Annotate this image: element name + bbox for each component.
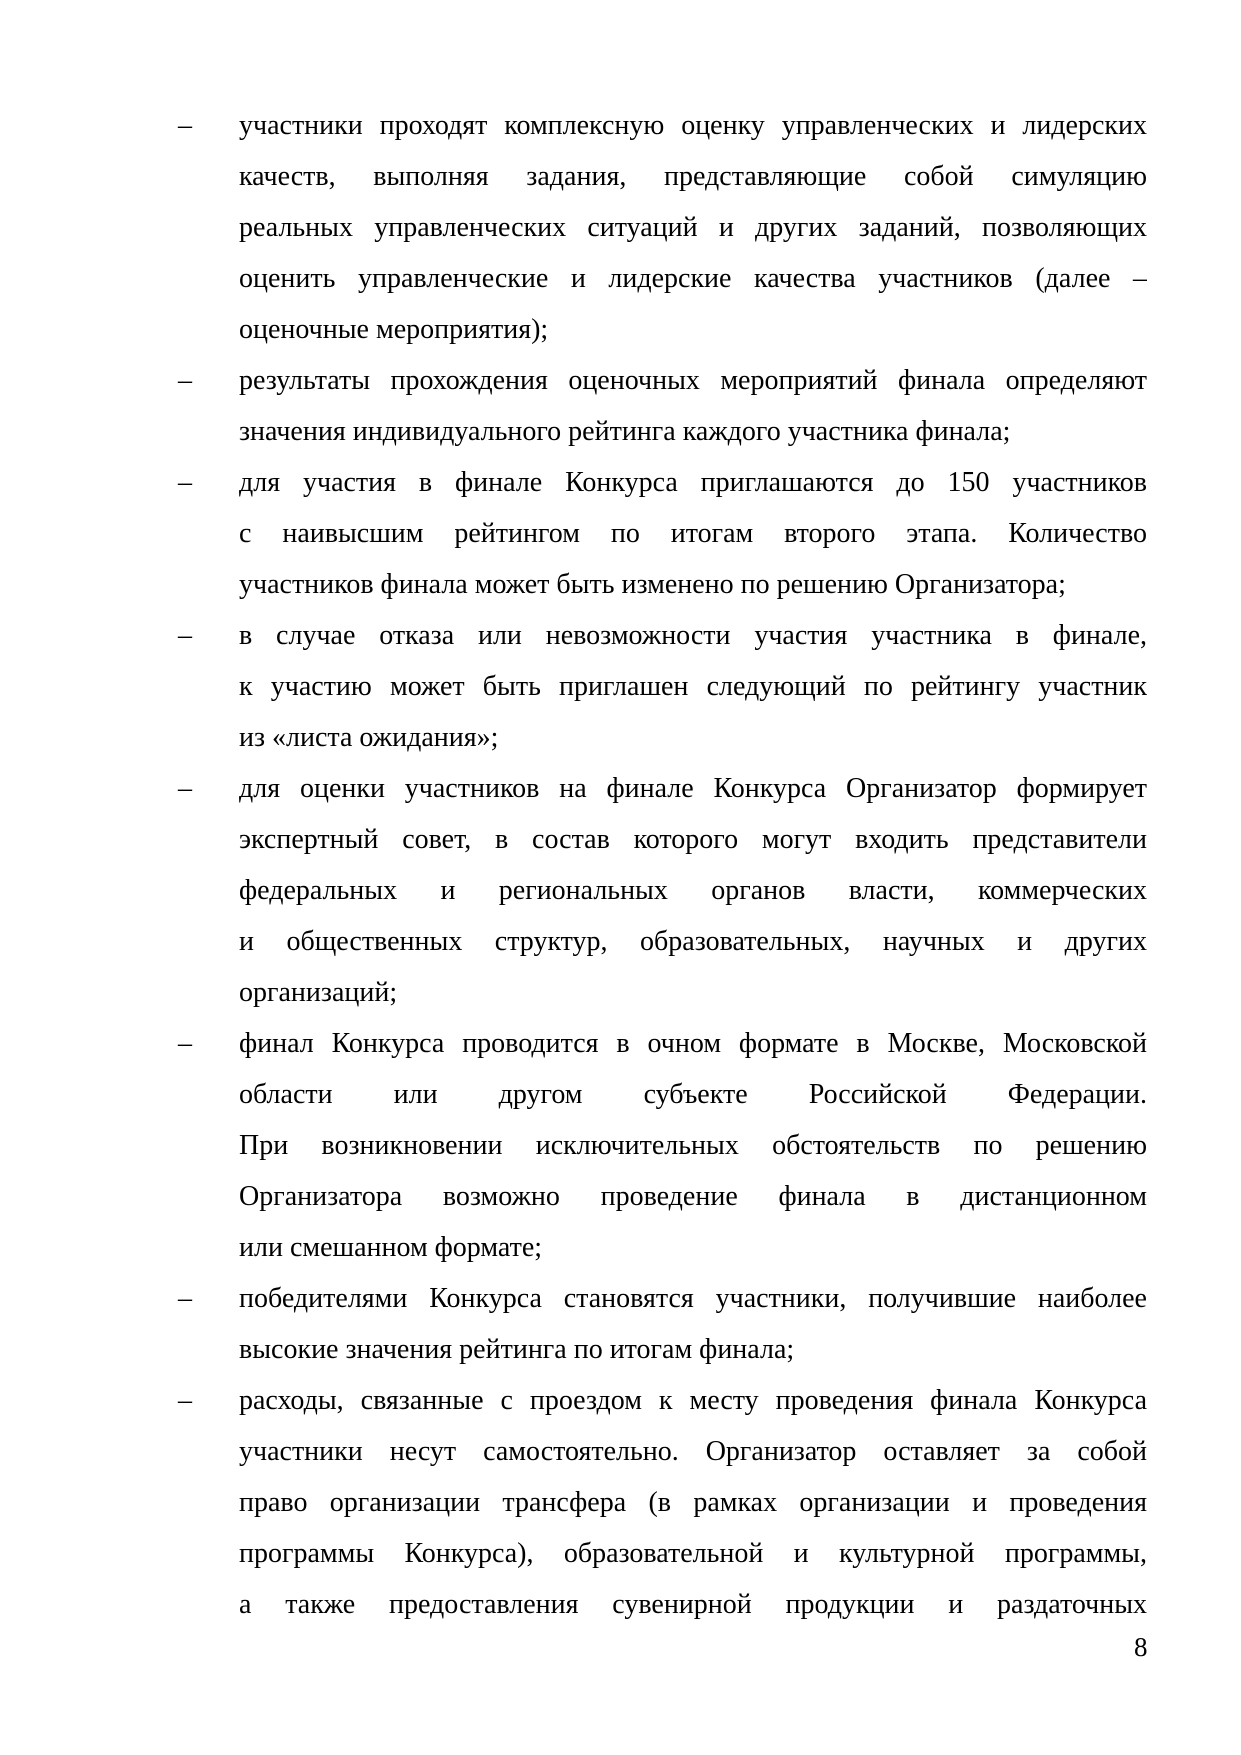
list-item <box>178 355 1147 457</box>
text-line: и общественных структур, образовательных, научных и других <box>239 926 1147 957</box>
text-line: оценочные мероприятия); <box>239 314 549 345</box>
text-line: для участия в финале Конкурса приглашаются до 150 участников <box>239 467 1147 498</box>
page-body-text <box>178 100 1147 1630</box>
list-marker-dash: – <box>178 110 192 141</box>
text-line: с наивысшим рейтингом по итогам второго этапа. Количество <box>239 518 1147 549</box>
text-line: в случае отказа или невозможности участия участника в финале, <box>239 620 1147 651</box>
text-line: участники несут самостоятельно. Организатор оставляет за собой <box>239 1436 1147 1467</box>
list-item <box>178 457 1147 610</box>
text-line: высокие значения рейтинга по итогам финала; <box>239 1334 795 1365</box>
list-item <box>178 1018 1147 1273</box>
list-marker-dash: – <box>178 365 192 396</box>
text-line: При возникновении исключительных обстоятельств по решению <box>239 1130 1147 1161</box>
text-line: значения индивидуального рейтинга каждого участника финала; <box>239 416 1011 447</box>
text-line: участников финала может быть изменено по решению Организатора; <box>239 569 1066 600</box>
text-line: к участию может быть приглашен следующий по рейтингу участник <box>239 671 1147 702</box>
list-marker-dash: – <box>178 620 192 651</box>
text-line: оценить управленческие и лидерские качества участников (далее – <box>239 263 1147 294</box>
text-line: реальных управленческих ситуаций и других заданий, позволяющих <box>239 212 1147 243</box>
text-line: Организатора возможно проведение финала в дистанционном <box>239 1181 1147 1212</box>
text-line: право организации трансфера (в рамках организации и проведения <box>239 1487 1147 1518</box>
text-line: для оценки участников на финале Конкурса Организатор формирует <box>239 773 1147 804</box>
text-line: расходы, связанные с проездом к месту проведения финала Конкурса <box>239 1385 1147 1416</box>
page-number: 8 <box>1134 1632 1148 1662</box>
text-line: или смешанном формате; <box>239 1232 543 1263</box>
text-line: организаций; <box>239 977 398 1008</box>
text-line: финал Конкурса проводится в очном формате в Москве, Московской <box>239 1028 1147 1059</box>
text-line: а также предоставления сувенирной продукции и раздаточных <box>239 1589 1147 1620</box>
text-line: программы Конкурса), образовательной и культурной программы, <box>239 1538 1147 1569</box>
text-line: экспертный совет, в состав которого могут входить представители <box>239 824 1147 855</box>
list-item <box>178 100 1147 355</box>
text-line: качеств, выполняя задания, представляющие собой симуляцию <box>239 161 1147 192</box>
list-item <box>178 1375 1147 1630</box>
list-item <box>178 1273 1147 1375</box>
list-marker-dash: – <box>178 467 192 498</box>
list-marker-dash: – <box>178 1385 192 1416</box>
text-line: участники проходят комплексную оценку управленческих и лидерских <box>239 110 1147 141</box>
text-line: результаты прохождения оценочных мероприятий финала определяют <box>239 365 1147 396</box>
text-line: из «листа ожидания»; <box>239 722 499 753</box>
text-line: победителями Конкурса становятся участники, получившие наиболее <box>239 1283 1147 1314</box>
text-line: области или другом субъекте Российской Федерации. <box>239 1079 1147 1110</box>
list-item <box>178 610 1147 763</box>
list-marker-dash: – <box>178 1028 192 1059</box>
list-marker-dash: – <box>178 1283 192 1314</box>
list-marker-dash: – <box>178 773 192 804</box>
text-line: федеральных и региональных органов власти, коммерческих <box>239 875 1147 906</box>
list-item <box>178 763 1147 1018</box>
